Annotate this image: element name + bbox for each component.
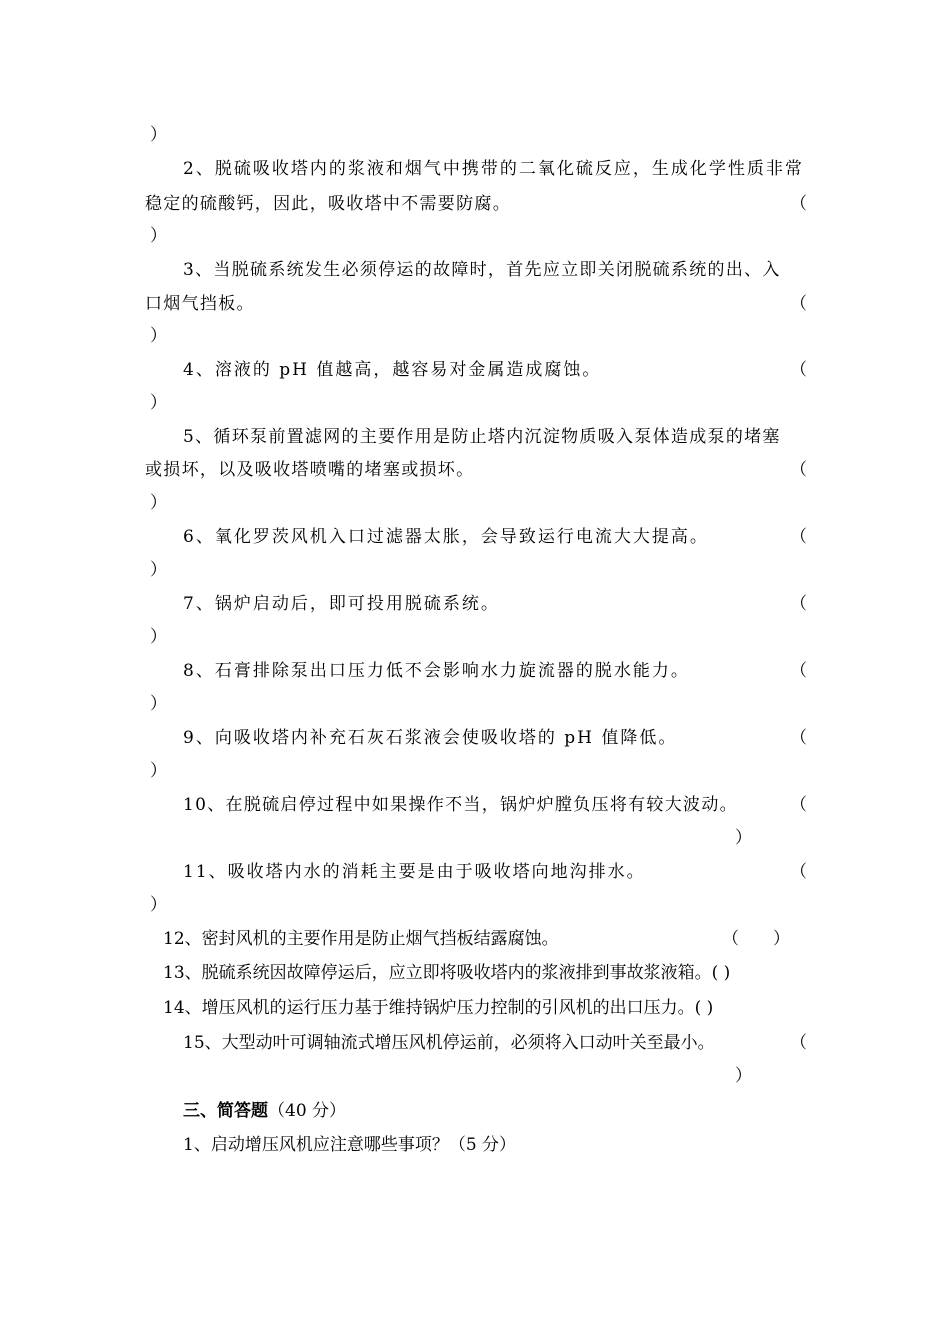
q3-line1: 3、当脱硫系统发生必须停运的故障时，首先应立即关闭脱硫系统的出、入	[183, 260, 781, 280]
q4-open-paren: （	[790, 360, 807, 380]
q7-text: 7、锅炉启动后，即可投用脱硫系统。	[183, 594, 500, 614]
q10-text: 10、在脱硫启停过程中如果操作不当，锅炉炉膛负压将有较大波动。	[183, 795, 738, 815]
q15-close-paren: ）	[735, 1066, 752, 1086]
short-answer-q1: 1、启动增压风机应注意哪些事项？（5 分）	[183, 1135, 517, 1155]
q15-open-paren: （	[790, 1033, 807, 1053]
q9-open-paren: （	[790, 728, 807, 748]
q6-open-paren: （	[790, 527, 807, 547]
q6-text: 6、氧化罗茨风机入口过滤器太胀，会导致运行电流大大提高。	[183, 527, 709, 547]
q5-line1: 5、循环泵前置滤网的主要作用是防止塔内沉淀物质吸入泵体造成泵的堵塞	[183, 427, 781, 447]
q14-text: 14、增压风机的运行压力基于维持锅炉压力控制的引风机的出口压力。( )	[163, 998, 714, 1018]
q11-text: 11、吸收塔内水的消耗主要是由于吸收塔向地沟排水。	[183, 862, 646, 882]
q7-close-paren: ）	[150, 627, 167, 647]
q10-close-paren: ）	[735, 828, 752, 848]
q5-line2: 或损坏，以及吸收塔喷嘴的堵塞或损坏。	[145, 460, 475, 480]
q6-close-paren: ）	[150, 560, 167, 580]
q9-close-paren: ）	[150, 761, 167, 781]
q3-close-paren: ）	[150, 326, 167, 346]
section3-score: （40 分）	[268, 1101, 347, 1121]
q5-open-paren: （	[790, 460, 807, 480]
q12-text: 12、密封风机的主要作用是防止烟气挡板结露腐蚀。	[163, 929, 559, 949]
q2-close-paren: ）	[150, 226, 167, 246]
q15-text: 15、大型动叶可调轴流式增压风机停运前，必须将入口动叶关至最小。	[183, 1033, 715, 1053]
q3-line2: 口烟气挡板。	[145, 294, 255, 314]
q4-close-paren: ）	[150, 393, 167, 413]
q13-text: 13、脱硫系统因故障停运后，应立即将吸收塔内的浆液排到事故浆液箱。( )	[163, 963, 731, 983]
q3-open-paren: （	[790, 294, 807, 314]
q9-text: 9、向吸收塔内补充石灰石浆液会使吸收塔的 pH 值降低。	[183, 728, 678, 748]
q8-close-paren: ）	[150, 694, 167, 714]
section3-heading	[183, 1101, 346, 1121]
q1-close-paren: ）	[150, 125, 167, 145]
q5-close-paren: ）	[150, 493, 167, 513]
section3-title: 三、简答题	[183, 1101, 268, 1121]
q2-open-paren: （	[790, 194, 807, 214]
q7-open-paren: （	[790, 594, 807, 614]
q11-close-paren: ）	[150, 895, 167, 915]
q8-open-paren: （	[790, 661, 807, 681]
q2-line1: 2、脱硫吸收塔内的浆液和烟气中携带的二氧化硫反应，生成化学性质非常	[183, 159, 804, 179]
q8-text: 8、石膏排除泵出口压力低不会影响水力旋流器的脱水能力。	[183, 661, 690, 681]
q12-blank: （ ）	[722, 929, 790, 949]
q4-text: 4、溶液的 pH 值越高，越容易对金属造成腐蚀。	[183, 360, 602, 380]
q10-open-paren: （	[790, 795, 807, 815]
q2-line2: 稳定的硫酸钙，因此，吸收塔中不需要防腐。	[145, 194, 511, 214]
q11-open-paren: （	[790, 862, 807, 882]
